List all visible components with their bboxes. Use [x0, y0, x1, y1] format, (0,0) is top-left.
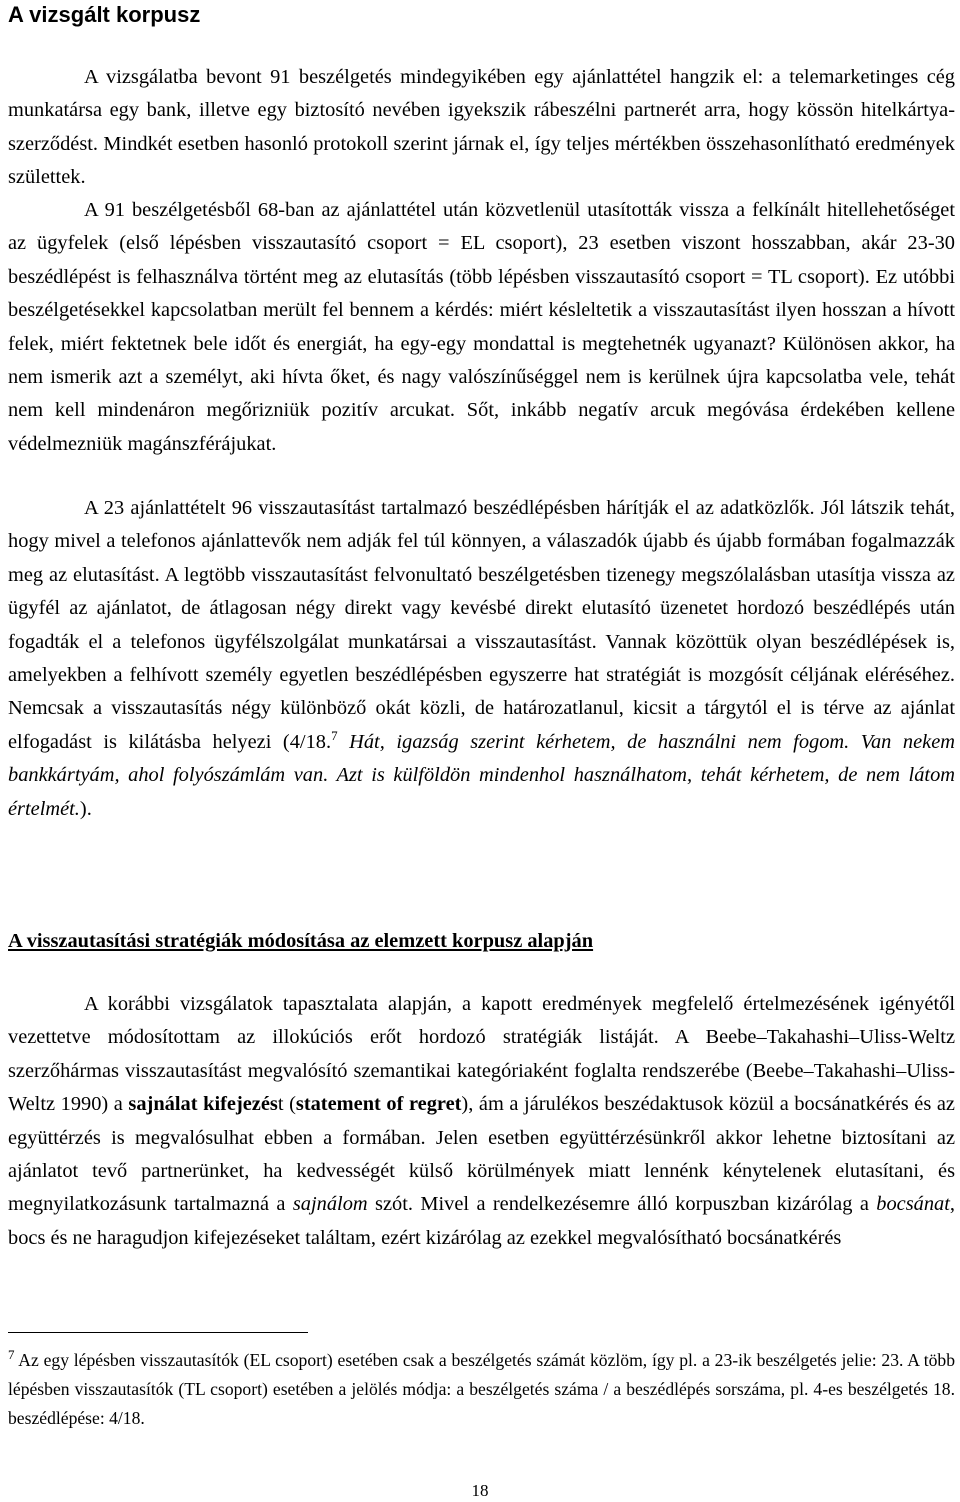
page-number: 18	[471, 1481, 489, 1500]
footnote-body: Az egy lépésben visszautasítók (EL csoport) esetében csak a beszélgetés számát közlöm, így pl. a 23-ik beszélgetés jelie: 23. A több lépésben visszautasítók (TL csoport) esetében a jelölés módja: a beszélgetés száma / a beszédlépés sorszáma, pl. 4-es beszélgetés 18. beszédlépése: 4/18.	[8, 1350, 955, 1428]
paragraph-4-text-b: t (	[277, 1093, 296, 1116]
footnote-number: 7	[8, 1347, 15, 1363]
paragraph-1: A vizsgálatba bevont 91 beszélgetés mindegyikében egy ajánlattétel hangzik el: a telemarketinges cég munkatársa egy bank, illetve egy biztosító nevében igyekszik rábeszélni partnerét arra, hogy kössön hitelkártya-szerződést. Mindkét esetben hasonló protokoll szerint járnak el, így teljes mértékben összehasonlítható eredmények születtek.	[8, 66, 955, 189]
section-heading-strategies: A visszautasítási stratégiák módosítása az elemzett korpusz alapján	[8, 930, 594, 952]
paragraph-3-text: A 23 ajánlattételt 96 visszautasítást tartalmazó beszédlépésben hárítják el az adatközlők. Jól látszik tehát, hogy mivel a telefonos ajánlattevők nem adják fel túl könnyen, a válaszadók újabb és újabb formában fogalmazzák meg az elutasítást. A legtöbb visszautasítást felvonultató beszélgetésben tizenegy megszólalásban utasítja vissza az ügyfél az ajánlatot, de átlagosan négy direkt vagy kevésbé direkt elutasító üzenetet hordozó beszédlépés után fogadták el a telefonos ügyfélszolgálat munkatársai a visszautasítást. Vannak közöttük olyan beszédlépések is, amelyekben a felhívott személy egyetlen beszédlépésben egyszerre hat stratégiát is mozgósít céljának eléréséhez. Nemcsak a visszautasítás négy különböző okát közli, de határozatlanul, kicsit a tárgytól el is térve az ajánlat elfogadást is kilátásba helyezi (4/18.	[8, 497, 955, 753]
term-regret-hu: sajnálat kifejezés	[128, 1093, 278, 1116]
term-bocsanat: bocsánat	[876, 1193, 950, 1216]
footnote-reference[interactable]: 7	[331, 728, 338, 744]
quoted-example: Hát, igazság szerint kérhetem, de használni nem fogom. Van nekem bankkártyám, ahol folyószámlám van. Azt is külföldön mindenhol használhatom, tehát kérhetem, de nem látom értelmét.	[8, 730, 955, 820]
term-sajnalom: sajnálom	[292, 1193, 368, 1216]
paragraph-4-text-d: szót. Mivel a rendelkezésemre álló korpuszban kizárólag a	[367, 1193, 877, 1216]
paragraph-4-text-a: A korábbi vizsgálatok tapasztalata alapján, a kapott eredmények megfelelő értelmezésének igényétől vezettetve módosítottam az illokúciós erőt hordozó stratégiák listáját. A Beebe–Takahashi–Uliss-Weltz szerzőhármas visszautasítást megvalósító szemantikai kategóriaként foglalta rendszerébe (Beebe–Takahashi–Uliss-Weltz 1990) a	[8, 993, 955, 1116]
paragraph-4-text-c: ), ám a járulékos beszédaktusok közül a bocsánatkérés és az együttérzés is megvalósulhat ebben a formában. Jelen esetben együttérzésünkről akkor lehetne biztosítani az ajánlatot tevő partnerünket, ha kedvességét külső körülmények miatt lennénk kénytelenek elutasítani, és megnyilatkozásunk tartalmazná a	[8, 1093, 955, 1216]
footnote-separator	[8, 1332, 308, 1333]
paragraph-3	[8, 492, 955, 826]
term-regret-en: statement of regret	[295, 1093, 462, 1116]
paragraph-2: A 91 beszélgetésből 68-ban az ajánlattétel után közvetlenül utasították vissza a felkínált hitellehetőséget az ügyfelek (első lépésben visszautasító csoport = EL csoport), 23 esetben viszont hosszabban, akár 23-30 beszédlépést is felhasználva történt meg az elutasítás (több lépésben visszautasító csoport = TL csoport). Ez utóbbi beszélgetésekkel kapcsolatban merült fel bennem a kérdés: miért késleltetik a visszautasítást ilyen hosszan a hívott felek, miért fektetnek bele időt és energiát, ha egy-egy mondattal is megtehetnék ugyanazt? Különösen akkor, ha nem ismerik azt a személyt, aki hívta őket, és nagy valószínűséggel nem is kerülnek újra kapcsolatba vele, tehát nem kell mindenáron megőrizniük pozitív arcukat. Sőt, inkább negatív arcuk megóvása érdekében kellene védelmezniük magánszférájukat.	[8, 199, 955, 455]
paragraph-4-text-e: , bocs és ne haragudjon kifejezéseket találtam, ezért kizárólag az ezekkel megvalósítható bocsánatkérés	[8, 1193, 955, 1249]
paragraph-4	[8, 988, 955, 1255]
footnote-text	[8, 1346, 955, 1433]
footnote	[8, 1346, 955, 1433]
section-heading-corpus: A vizsgált korpusz	[8, 2, 201, 27]
paragraph-3-end: ).	[79, 797, 92, 820]
